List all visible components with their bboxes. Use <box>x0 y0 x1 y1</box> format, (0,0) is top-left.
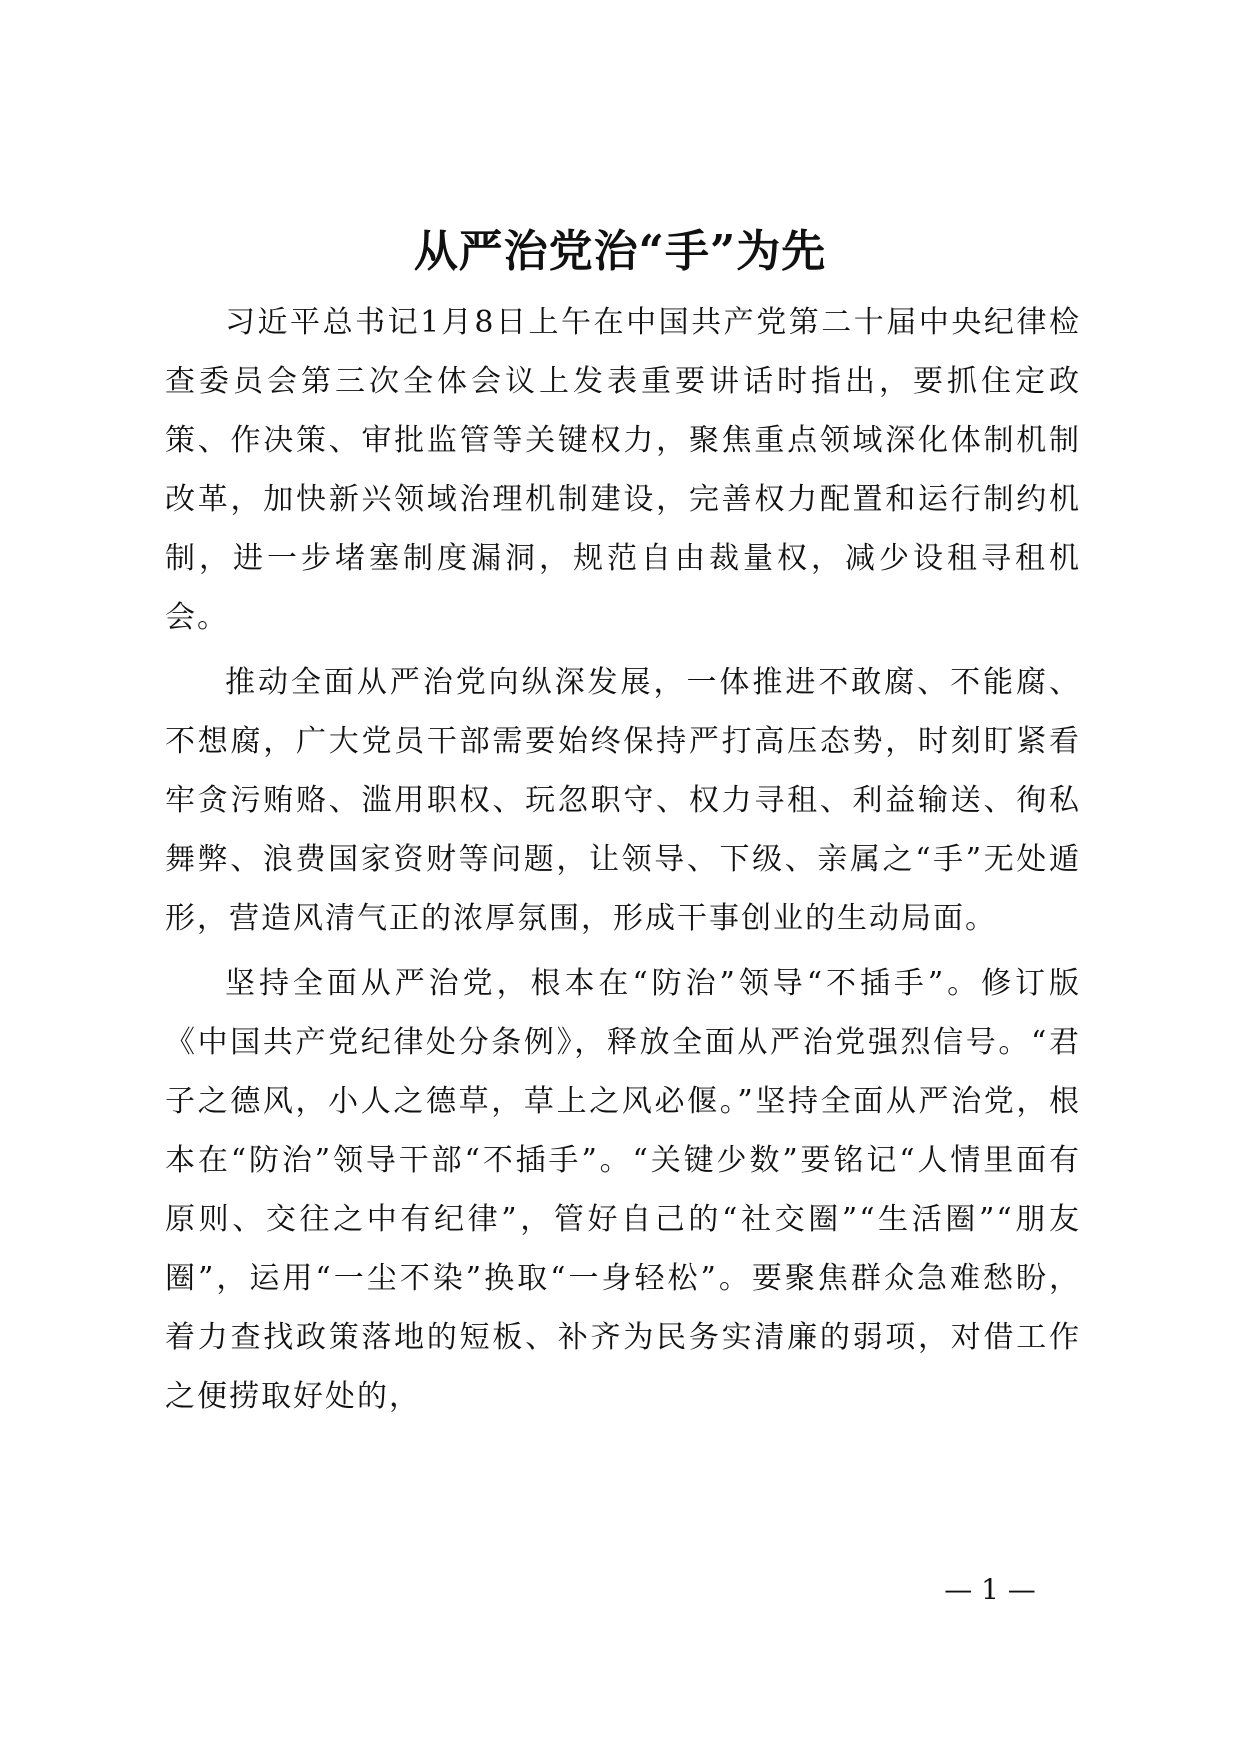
page-number: — 1 — <box>944 1573 1036 1606</box>
paragraph-2: 推动全面从严治党向纵深发展，一体推进不敢腐、不能腐、不想腐，广大党员干部需要始终保持严打高压态势，时刻盯紧看牢贪污贿赂、滥用职权、玩忽职守、权力寻租、利益输送、徇私舞弊、浪费国家资财等问题，让领导、下级、亲属之“手”无处遁形，营造风清气正的浓厚氛围，形成干事创业的生动局面。 <box>165 665 1081 936</box>
paragraph-3: 坚持全面从严治党，根本在“防治”领导“不插手”。修订版《中国共产党纪律处分条例》，释放全面从严治党强烈信号。“君子之德风，小人之德草，草上之风必偃。”坚持全面从严治党，根本在“防治”领导干部“不插手”。“关键少数”要铭记“人情里面有原则、交往之中有纪律”，管好自己的“社交圈”“生活圈”“朋友圈”，运用“一尘不染”换取“一身轻松”。要聚焦群众急难愁盼，着力查找政策落地的短板、补齐为民务实清廉的弱项，对借工作之便捞取好处的， <box>165 966 1081 1414</box>
document-body <box>165 293 1081 1432</box>
paragraph-1: 习近平总书记1月8日上午在中国共产党第二十届中央纪律检查委员会第三次全体会议上发表重要讲话时指出，要抓住定政策、作决策、审批监管等关键权力，聚焦重点领域深化体制机制改革，加快新兴领域治理机制建设，完善权力配置和运行制约机制，进一步堵塞制度漏洞，规范自由裁量权，减少设租寻租机会。 <box>165 305 1081 635</box>
document-title: 从严治党治“手”为先 <box>413 226 827 277</box>
